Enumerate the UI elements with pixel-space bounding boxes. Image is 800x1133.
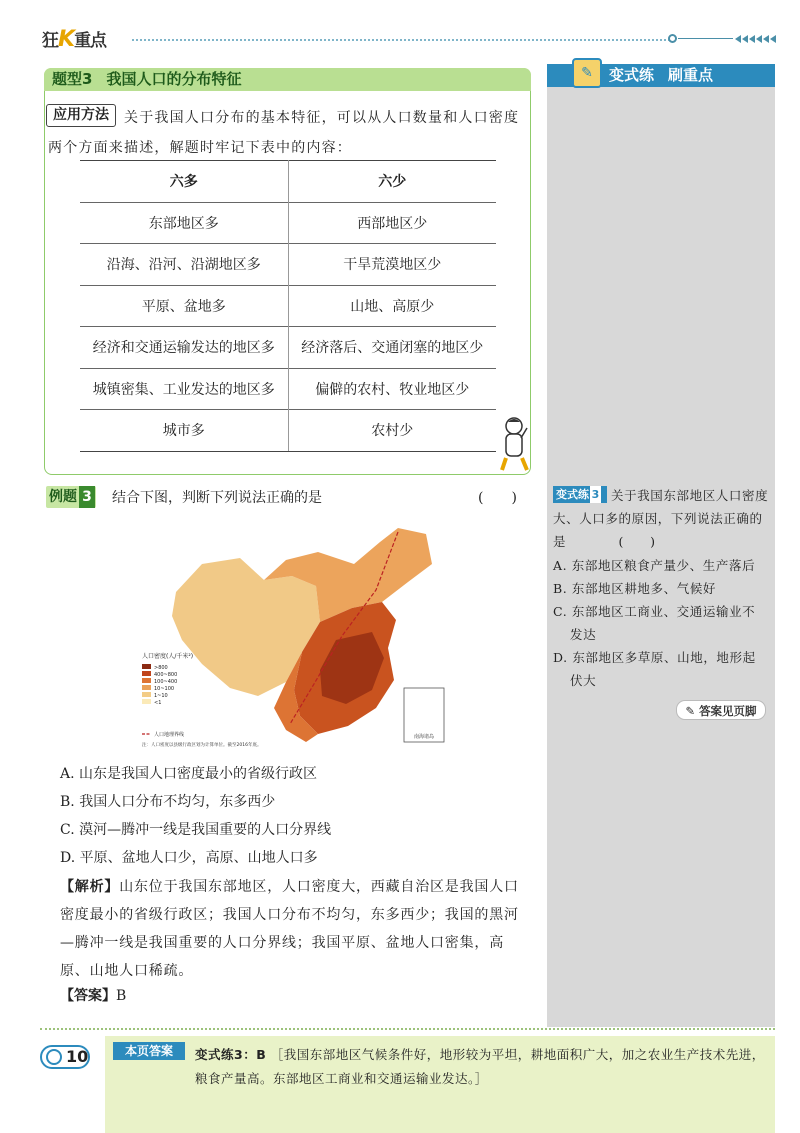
arrow-left-icon [735, 35, 741, 43]
table-cell: 经济和交通运输发达的地区多 [80, 327, 288, 369]
option-c: C. 漠河—腾冲一线是我国重要的人口分界线 [60, 822, 332, 838]
example-options [60, 760, 331, 872]
table-cell: 偏僻的农村、牧业地区少 [288, 368, 496, 410]
legend-label: 400~800 [154, 672, 178, 678]
legend-swatch [142, 699, 151, 704]
table-cell: 平原、盆地多 [80, 285, 288, 327]
option-b: B. 我国人口分布不均匀，东多西少 [60, 794, 276, 810]
arrow-left-icon [742, 35, 748, 43]
arrow-left-icon [770, 35, 776, 43]
table-cell: 城市多 [80, 410, 288, 452]
legend-swatch [142, 692, 151, 697]
table-header-row [80, 161, 496, 203]
exercise-option-c-cont: 发达 [570, 627, 597, 642]
legend-swatch [142, 678, 151, 683]
example-answer: 【答案】B [60, 988, 127, 1004]
table-row [80, 285, 496, 327]
table-cell: 西部地区少 [288, 202, 496, 244]
brand-logo: 狂K重点 [42, 27, 107, 52]
legend-swatch [142, 685, 151, 690]
footer-answer-text: 变式练3：B ［我国东部地区气候条件好，地形较为平坦，耕地面积广大，加之农业生产技术先进，粮食产量高。东部地区工商业和交通运输业发达。］ [195, 1047, 765, 1086]
exercise-option-c: C. 东部地区工商业、交通运输业不 [553, 604, 756, 619]
page-number: 10 [40, 1045, 90, 1069]
answer-link-button[interactable]: ✎ 答案见页脚 [676, 700, 766, 720]
distribution-table [80, 160, 496, 452]
table-cell: 山地、高原少 [288, 285, 496, 327]
option-d: D. 平原、盆地人口少，高原、山地人口多 [60, 850, 318, 866]
legend-label: 100~400 [154, 679, 178, 685]
section-title: 题型3 我国人口的分布特征 [44, 68, 531, 91]
cartoon-thinker-icon [497, 414, 531, 472]
exercise-option-d: D. 东部地区多草原、山地，地形起 [553, 650, 756, 665]
header-line [678, 38, 733, 39]
arrow-left-icon [756, 35, 762, 43]
header-dotted-rule [132, 39, 670, 41]
answer-blank: ( ) [478, 490, 517, 506]
legend-label: <1 [154, 700, 162, 706]
legend-swatch [142, 664, 151, 669]
map-inset-label: 南海诸岛 [413, 734, 435, 740]
option-a: A. 山东是我国人口密度最小的省级行政区 [60, 766, 318, 782]
arrow-left-icon [749, 35, 755, 43]
header-circle-ornament [668, 34, 677, 43]
analysis: 【解析】山东位于我国东部地区，人口密度大，西藏自治区是我国人口密度最小的省级行政区；我国人口分布不均匀，东多西少；我国的黑河—腾冲一线是我国重要的人口分界线；我国平原、盆地人口密集，高原、山地人口稀疏。 [60, 879, 519, 979]
table-cell: 干旱荒漠地区少 [288, 244, 496, 286]
table-header-cell: 六少 [288, 161, 496, 203]
legend-label: 1~10 [154, 693, 168, 699]
method-intro: 关于我国人口分布的基本特征，可以从人口数量和人口密度两个方面来描述，解题时牢记下表中的内容： [48, 110, 520, 156]
table-cell: 农村少 [288, 410, 496, 452]
table-row [80, 244, 496, 286]
example-question: 结合下图，判断下列说法正确的是 [112, 490, 322, 506]
table-cell: 沿海、沿河、沿湖地区多 [80, 244, 288, 286]
sidebar-title: 变式练 刷重点 [547, 64, 775, 87]
table-row [80, 368, 496, 410]
clock-icon [46, 1049, 62, 1065]
boundary-legend-label: 人口地理界线 [154, 732, 185, 738]
table-cell: 东部地区多 [80, 202, 288, 244]
legend-label: >800 [154, 665, 168, 671]
table-row [80, 202, 496, 244]
table-cell: 城镇密集、工业发达的地区多 [80, 368, 288, 410]
population-density-map [136, 520, 458, 752]
map-note: 注：人口密度以县级行政区划为计算单位。截至2016年底。 [142, 743, 262, 748]
table-header-cell: 六多 [80, 161, 288, 203]
legend-label: 10~100 [154, 686, 175, 692]
page-header [0, 0, 800, 60]
exercise-option-d-cont: 伏大 [570, 673, 597, 688]
example-tag: 例题 3 [46, 486, 96, 508]
student-icon: ✎ [572, 58, 602, 88]
exercise-option-b: B. 东部地区耕地多、气候好 [553, 581, 717, 596]
exercise-options [553, 554, 769, 692]
method-tag: 应用方法 [46, 104, 116, 127]
answer-tag: 本页答案 [113, 1042, 185, 1060]
exercise-option-a: A. 东部地区粮食产量少、生产落后 [553, 558, 756, 573]
map-legend-title: 人口密度(人/千米²) [142, 653, 194, 660]
table-cell: 经济落后、交通闭塞的地区少 [288, 327, 496, 369]
table-row [80, 327, 496, 369]
exercise-tag: 变式练 3 [553, 486, 607, 503]
table-row [80, 410, 496, 452]
exercise-question: 关于我国东部地区人口密度大、人口多的原因，下列说法正确的是 ( ) [553, 488, 769, 549]
arrow-left-icon [763, 35, 769, 43]
legend-swatch [142, 671, 151, 676]
